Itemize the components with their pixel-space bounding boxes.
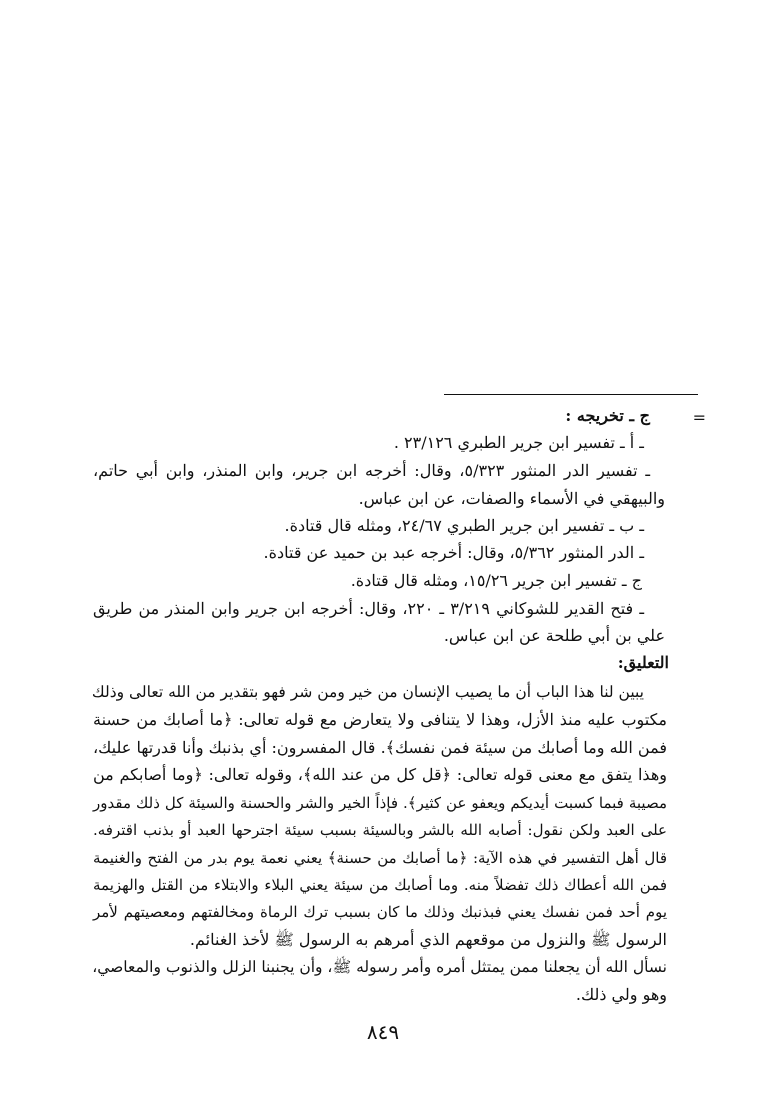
footnote-separator-rule <box>444 394 698 395</box>
takhrij-line: ـ فتح القدير للشوكاني ٣/٢١٩ ـ ٢٢٠، وقال: أخرجه ابن جرير وابن المنذر من طريق <box>93 599 645 618</box>
takhrij-line: والبيهقي في الأسماء والصفات، عن ابن عباس. <box>358 489 665 508</box>
taliq-heading: التعليق: <box>617 653 669 672</box>
taliq-line: فمن الله وما أصابك من سيئة فمن نفسك﴾. قال المفسرون: أي بذنبك وأنا قدرتها عليك، <box>93 738 667 757</box>
taliq-line: وهذا يتفق مع معنى قوله تعالى: ﴿قل كل من عند الله﴾، وقوله تعالى: ﴿وما أصابكم من <box>93 765 667 784</box>
takhrij-line: علي بن أبي طلحة عن ابن عباس. <box>443 626 665 645</box>
takhrij-line: ـ أ ـ تفسير ابن جرير الطبري ٢٣/١٢٦ . <box>393 433 644 452</box>
takhrij-line: ج ـ تفسير ابن جرير ١٥/٢٦، ومثله قال قتادة. <box>350 571 642 590</box>
taliq-line: على العبد ولكن نقول: أصابه الله بالشر وبالسيئة بسبب سيئة اجترحها العبد أو بذنب اقترفه. <box>93 821 667 839</box>
takhrij-line: ـ تفسير الدر المنثور ٥/٣٢٣، وقال: أخرجه ابن جرير، وابن المنذر، وابن أبي حاتم، <box>93 461 651 480</box>
page-number: ٨٤٩ <box>366 1020 400 1044</box>
takhrij-line: ـ ب ـ تفسير ابن جرير الطبري ٢٤/٦٧، ومثله قال قتادة. <box>284 516 644 535</box>
takhrij-heading: ج ـ تخريجه : <box>565 406 650 425</box>
taliq-line: قال أهل التفسير في هذه الآية: ﴿ما أصابك من حسنة﴾ يعني نعمة يوم بدر من الفتح والغنيمة <box>93 849 667 867</box>
taliq-line: يوم أحد فمن نفسك يعني فبذنبك وذلك ما كان بسبب ترك الرماة ومخالفتهم ومعصيتهم لأمر <box>93 903 667 921</box>
takhrij-line: ـ الدر المنثور ٥/٣٦٢، وقال: أخرجه عبد بن حميد عن قتادة. <box>263 543 644 562</box>
taliq-line: مكتوب عليه منذ الأزل، وهذا لا يتنافى ولا يتعارض مع قوله تعالى: ﴿ما أصابك من حسنة <box>93 710 667 729</box>
taliq-line: نسأل الله أن يجعلنا ممن يمتثل أمره وأمر رسوله ﷺ، وأن يجنبنا الزلل والذنوب والمعاصي، <box>92 958 667 976</box>
taliq-line: فمن الله أعطاك ذلك تفضلاً منه. وما أصابك من سيئة يعني البلاء والابتلاء من القتل والهزيمة <box>93 876 667 894</box>
continuation-mark: = <box>692 408 706 427</box>
taliq-line: وهو ولي ذلك. <box>575 985 667 1004</box>
taliq-line: يبين لنا هذا الباب أن ما يصيب الإنسان من خير ومن شر فهو بتقدير من الله تعالى وذلك <box>91 683 644 701</box>
taliq-line: مصيبة فبما كسبت أيديكم ويعفو عن كثير﴾. فإذاً الخير والشر والحسنة والسيئة كل ذلك مقدور <box>93 794 667 812</box>
taliq-line: الرسول ﷺ والنزول من موقعهم الذي أمرهم به الرسول ﷺ لأخذ الغنائم. <box>189 930 667 949</box>
